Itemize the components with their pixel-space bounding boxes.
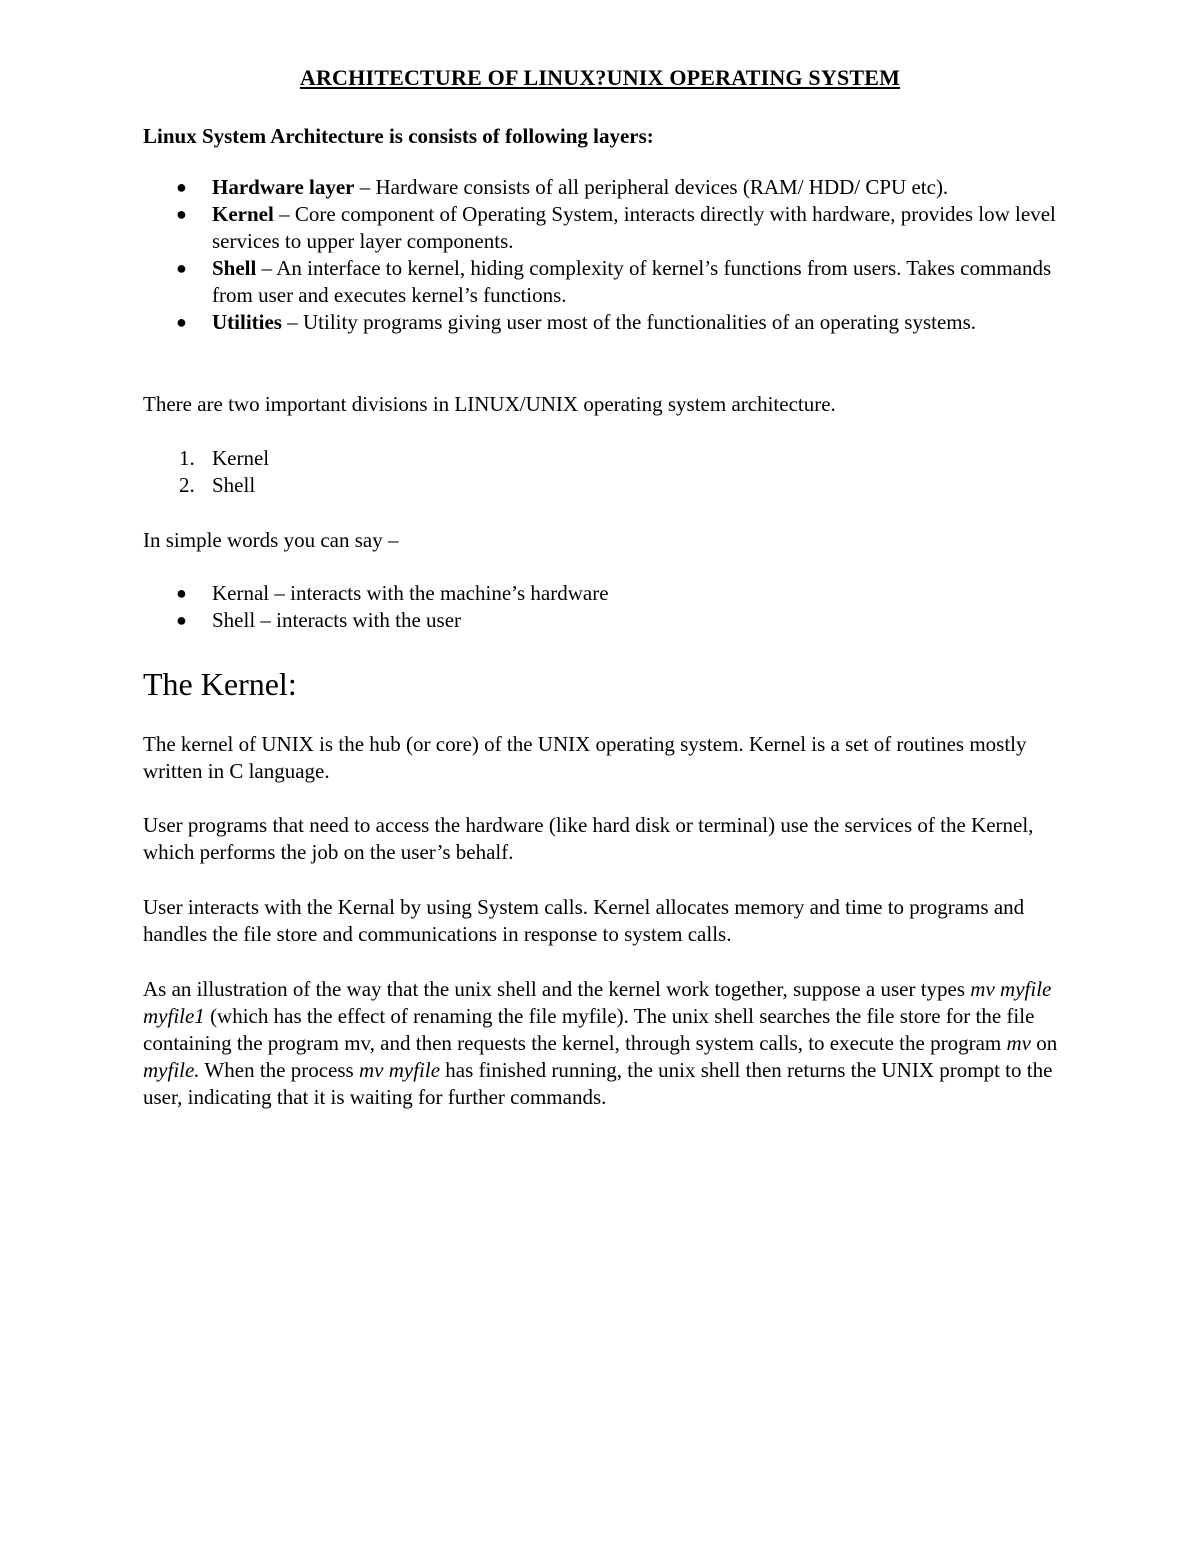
bullet-icon: ● bbox=[176, 258, 187, 278]
bullet-icon: ● bbox=[176, 312, 187, 332]
divisions-intro: There are two important divisions in LINUX/UNIX operating system architecture. bbox=[143, 392, 836, 416]
command-text: mv myfile myfile1 bbox=[143, 977, 1052, 1028]
kernel-paragraph-4: As an illustration of the way that the unix shell and the kernel work together, suppose a user types mv myfile myfile1 (which has the effect of renaming the file myfile). The unix shell searches the file store for the file containing the program mv, and then requests the kernel, through system calls, to execute the program mv on myfile. When the process mv myfile has finished running, the unix shell then returns the UNIX prompt to the user, indicating that it is waiting for further commands. bbox=[143, 977, 1058, 1109]
document-title: ARCHITECTURE OF LINUX?UNIX OPERATING SYSTEM bbox=[299, 65, 901, 90]
list-item: ● Utilities – Utility programs giving user most of the functionalities of an operating systems. bbox=[176, 310, 977, 334]
command-text: mv myfile bbox=[358, 1058, 441, 1082]
layers-list bbox=[143, 174, 1058, 336]
kernel-heading: The Kernel: bbox=[143, 666, 297, 702]
list-item: ● Shell – An interface to kernel, hiding complexity of kernel’s functions from users. Takes commands from user and executes kernel’s functions. bbox=[176, 256, 1052, 307]
list-item: ● Hardware layer – Hardware consists of all peripheral devices (RAM/ HDD/ CPU etc). bbox=[176, 175, 949, 199]
bullet-icon: ● bbox=[176, 177, 187, 197]
list-item: 2. Shell bbox=[179, 473, 256, 497]
bullet-icon: ● bbox=[176, 204, 187, 224]
divisions-list bbox=[143, 445, 1058, 499]
simple-list bbox=[143, 580, 1058, 634]
kernel-paragraph-2: User programs that need to access the hardware (like hard disk or terminal) use the services of the Kernel, which performs the job on the user’s behalf. bbox=[143, 813, 1034, 864]
list-item: 1. Kernel bbox=[179, 446, 270, 470]
command-text: myfile. bbox=[143, 1058, 200, 1082]
simple-intro: In simple words you can say – bbox=[143, 528, 399, 552]
kernel-paragraph-1: The kernel of UNIX is the hub (or core) of the UNIX operating system. Kernel is a set of routines mostly written in C language. bbox=[143, 732, 1027, 783]
list-item: ● Kernel – Core component of Operating System, interacts directly with hardware, provides low level services to upper layer components. bbox=[176, 202, 1056, 253]
layers-subheading: Linux System Architecture is consists of following layers: bbox=[143, 124, 654, 148]
list-item: ● Kernal – interacts with the machine’s hardware bbox=[176, 581, 609, 605]
bullet-icon: ● bbox=[176, 610, 187, 630]
list-item: ● Shell – interacts with the user bbox=[176, 608, 462, 632]
kernel-paragraph-3: User interacts with the Kernal by using System calls. Kernel allocates memory and time to programs and handles the file store and communications in response to system calls. bbox=[143, 895, 1025, 946]
command-text: mv bbox=[1006, 1031, 1031, 1055]
bullet-icon: ● bbox=[176, 583, 187, 603]
